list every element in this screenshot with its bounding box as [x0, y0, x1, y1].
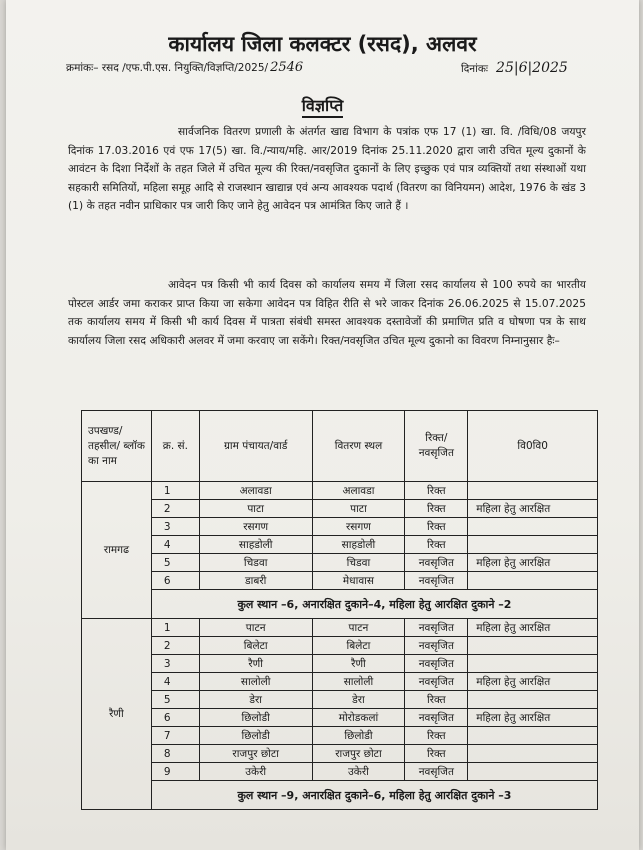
- location-cell: राजपुर छोटा: [312, 745, 405, 763]
- location-cell: बिलेटा: [312, 637, 405, 655]
- paragraph-2: आवेदन पत्र किसी भी कार्य दिवस को कार्यालय समय में जिला रसद कार्यालय से 100 रुपये का भारतीय पोस्टल आर्डर जमा कराकर प्राप्त किया जा सकेगा आवेदन पत्र विहित रीति से भरे जाकर दिनांक 26.06.2025 से 15.07.2025 तक कार्यालय समय में किसी भी कार्य दिवस में पात्रता संबंधी समस्त आवश्यक दस्तावेजों की प्रमाणित प्रति व घोषणा पत्र के साथ कार्यालय जिला रसद अधिकारी अलवर में जमा करवाए जा सकेंगे। रिक्त/नवसृजित उचित मूल्य दुकानो का विवरण निम्नानुसार हैः–: [68, 279, 586, 347]
- serial-cell: 6: [151, 572, 199, 590]
- table-row: [82, 554, 598, 572]
- remark-cell: [468, 482, 598, 500]
- serial-cell: 9: [151, 763, 199, 781]
- notice-title-text: विज्ञप्ति: [302, 96, 344, 118]
- table-row: [82, 572, 598, 590]
- panchayat-cell: साहडोली: [199, 536, 312, 554]
- table-row: [82, 673, 598, 691]
- location-cell: चिडवा: [312, 554, 405, 572]
- panchayat-cell: डाबरी: [199, 572, 312, 590]
- status-cell: नवसृजित: [405, 572, 468, 590]
- table-header-row: [82, 411, 598, 482]
- status-cell: रिक्त: [405, 745, 468, 763]
- serial-cell: 2: [151, 637, 199, 655]
- remark-cell: [468, 518, 598, 536]
- panchayat-cell: छिलोडी: [199, 709, 312, 727]
- remark-cell: महिला हेतु आरक्षित: [468, 619, 598, 637]
- remark-cell: [468, 745, 598, 763]
- serial-cell: 8: [151, 745, 199, 763]
- table-row: [82, 655, 598, 673]
- reference-number: 2546: [270, 60, 304, 75]
- status-cell: नवसृजित: [405, 709, 468, 727]
- table-row: [82, 727, 598, 745]
- table-row: [82, 691, 598, 709]
- status-cell: नवसृजित: [405, 763, 468, 781]
- location-cell: उकेरी: [312, 763, 405, 781]
- date-label: दिनांकः: [461, 63, 489, 75]
- notice-title: [6, 94, 639, 116]
- location-cell: रसगण: [312, 518, 405, 536]
- panchayat-cell: रसगण: [199, 518, 312, 536]
- header-serial: क्र. सं.: [151, 411, 199, 482]
- serial-cell: 5: [151, 691, 199, 709]
- panchayat-cell: बिलेटा: [199, 637, 312, 655]
- table-row: [82, 637, 598, 655]
- table-row: [82, 763, 598, 781]
- status-cell: रिक्त: [405, 691, 468, 709]
- panchayat-cell: छिलोडी: [199, 727, 312, 745]
- group-total: कुल स्थान –6, अनारक्षित दुकाने–4, महिला हेतु आरक्षित दुकाने –2: [151, 590, 597, 619]
- header-panchayat: ग्राम पंचायत/वार्ड: [199, 411, 312, 482]
- status-cell: रिक्त: [405, 518, 468, 536]
- table-row: [82, 482, 598, 500]
- panchayat-cell: डेरा: [199, 691, 312, 709]
- shops-table: [81, 410, 598, 810]
- header-location: वितरण स्थल: [312, 411, 405, 482]
- status-cell: रिक्त: [405, 536, 468, 554]
- remark-cell: महिला हेतु आरक्षित: [468, 500, 598, 518]
- panchayat-cell: उकेरी: [199, 763, 312, 781]
- remark-cell: [468, 727, 598, 745]
- reference-label: क्रमांकः– रसद /एफ.पी.एस. नियुक्ति/विज्ञप्ति/2025/: [66, 62, 269, 74]
- serial-cell: 1: [151, 619, 199, 637]
- location-cell: पाटा: [312, 500, 405, 518]
- location-cell: साहडोली: [312, 536, 405, 554]
- status-cell: नवसृजित: [405, 655, 468, 673]
- serial-cell: 1: [151, 482, 199, 500]
- group-total: कुल स्थान –9, अनारक्षित दुकाने–6, महिला हेतु आरक्षित दुकाने –3: [151, 781, 597, 810]
- panchayat-cell: चिडवा: [199, 554, 312, 572]
- block-name-cell: रामगढ: [82, 482, 152, 619]
- status-cell: रिक्त: [405, 727, 468, 745]
- date-line: [461, 60, 568, 76]
- total-row: [82, 781, 598, 810]
- table-row: [82, 518, 598, 536]
- serial-cell: 6: [151, 709, 199, 727]
- serial-cell: 4: [151, 673, 199, 691]
- location-cell: मेधावास: [312, 572, 405, 590]
- panchayat-cell: राजपुर छोटा: [199, 745, 312, 763]
- document-page: [6, 0, 639, 850]
- serial-cell: 7: [151, 727, 199, 745]
- serial-cell: 2: [151, 500, 199, 518]
- status-cell: नवसृजित: [405, 619, 468, 637]
- serial-cell: 3: [151, 518, 199, 536]
- remark-cell: महिला हेतु आरक्षित: [468, 709, 598, 727]
- table-row: [82, 709, 598, 727]
- status-cell: नवसृजित: [405, 554, 468, 572]
- location-cell: मोरोडकलां: [312, 709, 405, 727]
- panchayat-cell: सालोली: [199, 673, 312, 691]
- location-cell: रैणी: [312, 655, 405, 673]
- location-cell: पाटन: [312, 619, 405, 637]
- panchayat-cell: रैणी: [199, 655, 312, 673]
- serial-cell: 5: [151, 554, 199, 572]
- remark-cell: [468, 655, 598, 673]
- serial-cell: 4: [151, 536, 199, 554]
- remark-cell: [468, 536, 598, 554]
- table-row: [82, 619, 598, 637]
- remark-cell: [468, 572, 598, 590]
- remark-cell: महिला हेतु आरक्षित: [468, 554, 598, 572]
- table-row: [82, 536, 598, 554]
- office-title: कार्यालय जिला कलक्टर (रसद), अलवर: [168, 32, 477, 56]
- block-name-cell: रैणी: [82, 619, 152, 810]
- panchayat-cell: पाटन: [199, 619, 312, 637]
- panchayat-cell: पाटा: [199, 500, 312, 518]
- table-row: [82, 745, 598, 763]
- remark-cell: [468, 763, 598, 781]
- location-cell: डेरा: [312, 691, 405, 709]
- table-body: [82, 482, 598, 810]
- serial-cell: 3: [151, 655, 199, 673]
- header-block: उपखण्ड/ तहसील/ ब्लॉक का नाम: [82, 411, 152, 482]
- status-cell: रिक्त: [405, 500, 468, 518]
- date-value: 25|6|2025: [496, 60, 568, 76]
- panchayat-cell: अलावडा: [199, 482, 312, 500]
- location-cell: अलावडा: [312, 482, 405, 500]
- paragraph-1: सार्वजनिक वितरण प्रणाली के अंतर्गत खाद्य विभाग के पत्रांक एफ 17 (1) खा. वि. /विधि/08 जयपुर दिनांक 17.03.2016 एवं एफ 17(5) खा. वि./न्याय/महि. आर/2019 दिनांक 25.11.2020 द्वारा जारी उचित मूल्य दुकानों के आवंटन के दिशा निर्देशों के तहत जिले में उचित मूल्य की रिक्त/नवसृजित दुकानों के लिए इच्छुक एवं पात्र व्यक्तियों तथा संस्थाओं यथा सहकारी समितियों, महिला समूह आदि से राजस्थान खाद्यान्न एवं अन्य आवश्यक पदार्थ (वितरण का विनियमन) आदेश, 1976 के खंड 3 (1) के तहत नवीन प्राधिकार पत्र जारी किए जाने हेतु आवेदन पत्र आमंत्रित किए जाते हैं ।: [68, 126, 586, 212]
- header-remarks: वि0वि0: [468, 411, 598, 482]
- header-status: रिक्त/ नवसृजित: [405, 411, 468, 482]
- status-cell: रिक्त: [405, 482, 468, 500]
- table-row: [82, 500, 598, 518]
- total-row: [82, 590, 598, 619]
- status-cell: नवसृजित: [405, 673, 468, 691]
- remark-cell: [468, 637, 598, 655]
- status-cell: नवसृजित: [405, 637, 468, 655]
- reference-line: [66, 60, 303, 75]
- remark-cell: महिला हेतु आरक्षित: [468, 673, 598, 691]
- remark-cell: [468, 691, 598, 709]
- location-cell: सालोली: [312, 673, 405, 691]
- location-cell: छिलोडी: [312, 727, 405, 745]
